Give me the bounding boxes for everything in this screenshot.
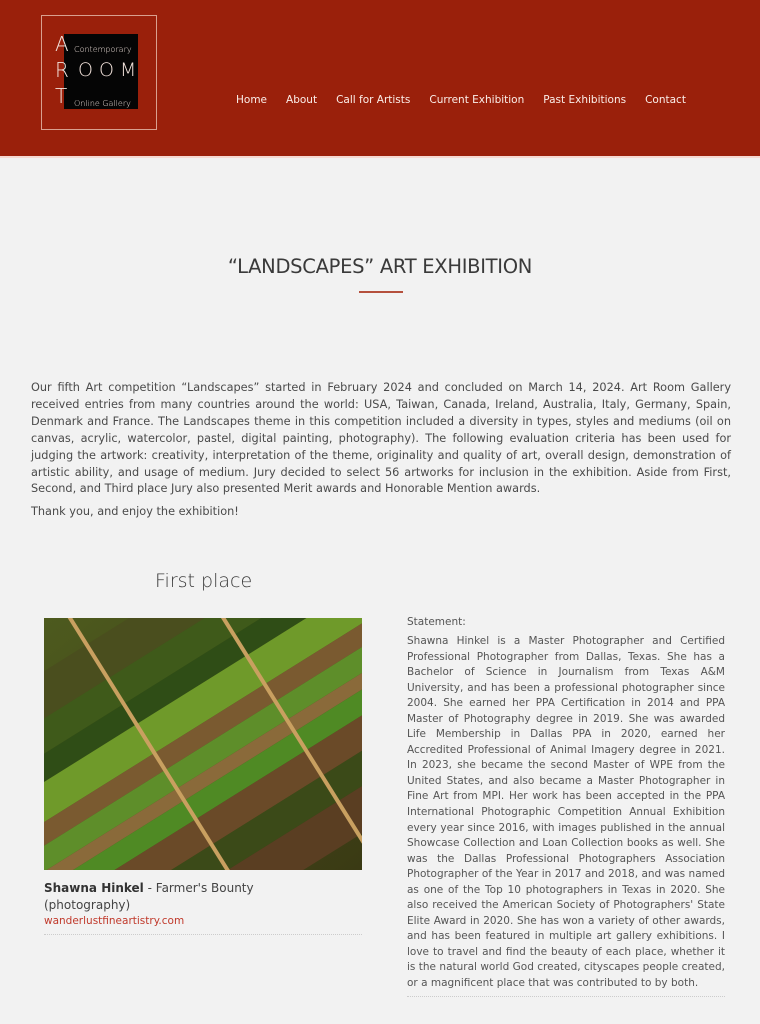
place-heading: First place [155, 570, 253, 592]
thanks-paragraph: Thank you, and enjoy the exhibition! [31, 505, 239, 519]
artist-website-link[interactable]: wanderlustfineartistry.com [44, 915, 185, 927]
gallery-logo[interactable] [41, 15, 157, 130]
logo-letter-r: R [55, 58, 69, 82]
statement-divider [407, 996, 725, 997]
caption-divider [44, 934, 362, 935]
logo-tagline-gallery: Online Gallery [74, 99, 131, 108]
caption-separator: - [143, 881, 156, 895]
logo-tagline-contemporary: Contemporary [74, 45, 132, 54]
nav-contact[interactable]: Contact [645, 94, 686, 106]
intro-section [31, 380, 731, 527]
logo-letter-a: A [55, 32, 69, 56]
nav-about[interactable]: About [286, 94, 318, 106]
logo-letter-t: T [55, 84, 68, 108]
logo-room-text: OOM [78, 59, 143, 81]
artist-name: Shawna Hinkel [44, 881, 144, 895]
artwork-title: Farmer's Bounty [155, 881, 254, 895]
page-title: “LANDSCAPES” ART EXHIBITION [227, 255, 533, 278]
artist-statement: Shawna Hinkel is a Master Photographer and Certified Professional Photographer from Dallas, Texas. She has a Bachelor of Science in Journalism from Texas A&M University, and has been a professional photographer since 2004. She earned her PPA Certification in 2014 and PPA Master of Photography degree in 2019. She was awarded Life Membership in Dallas PPA in 2020, earned her Accredited Professional of Animal Imagery degree in 2021. In 2023, she became the second Master of WPE from the United States, and also became a Master Photographer in Fine Art from MPI. Her work has been accepted in the PPA International Photographic Competition Annual Exhibition every year since 2016, with images published in the annual Showcase Collection and Loan Collection books as well. She was the Dallas Professional Photographers Association Photographer of the Year in 2017 and 2018, and was named as one of the Top 10 photographers in Texas in 2020. She also received the American Society of Photographers' State Elite Award in 2020. She has won a variety of other awards, and has been featured in multiple art gallery exhibitions. I love to travel and find the beauty of each place, whether it is the natural world God created, cityscapes people created, or a magnificent place that was contributed to by both. [407, 635, 725, 990]
intro-paragraph: Our fifth Art competition “Landscapes” started in February 2024 and concluded on March 14, 2024. Art Room Gallery received entries from many countries around the world: USA, Taiwan, Canada, Ireland, Australia, Italy, Germany, Spain, Denmark and France. The Landscapes theme in this competition included a diversity in types, styles and mediums (oil on canvas, acrylic, watercolor, pastel, digital painting, photography). The following evaluation criteria has been used for judging the artwork: creativity, interpretation of the theme, originality and quality of art, overall design, demonstration of artistic ability, and usage of medium. Jury decided to select 56 artworks for inclusion in the exhibition. Aside from First, Second, and Third place Jury also presented Merit awards and Honorable Mention awards. [31, 381, 731, 496]
nav-call-for-artists[interactable]: Call for Artists [336, 94, 411, 106]
site-header [0, 0, 760, 158]
statement-label: Statement: [407, 616, 466, 628]
nav-current-exhibition[interactable]: Current Exhibition [429, 94, 525, 106]
artwork-medium: (photography) [44, 898, 131, 912]
main-nav [236, 94, 686, 106]
nav-past-exhibitions[interactable]: Past Exhibitions [543, 94, 627, 106]
nav-home[interactable]: Home [236, 94, 268, 106]
artwork-image[interactable] [44, 618, 362, 870]
farmland-photo-icon [44, 618, 362, 870]
artwork-caption [44, 880, 362, 928]
title-underline [359, 291, 403, 293]
